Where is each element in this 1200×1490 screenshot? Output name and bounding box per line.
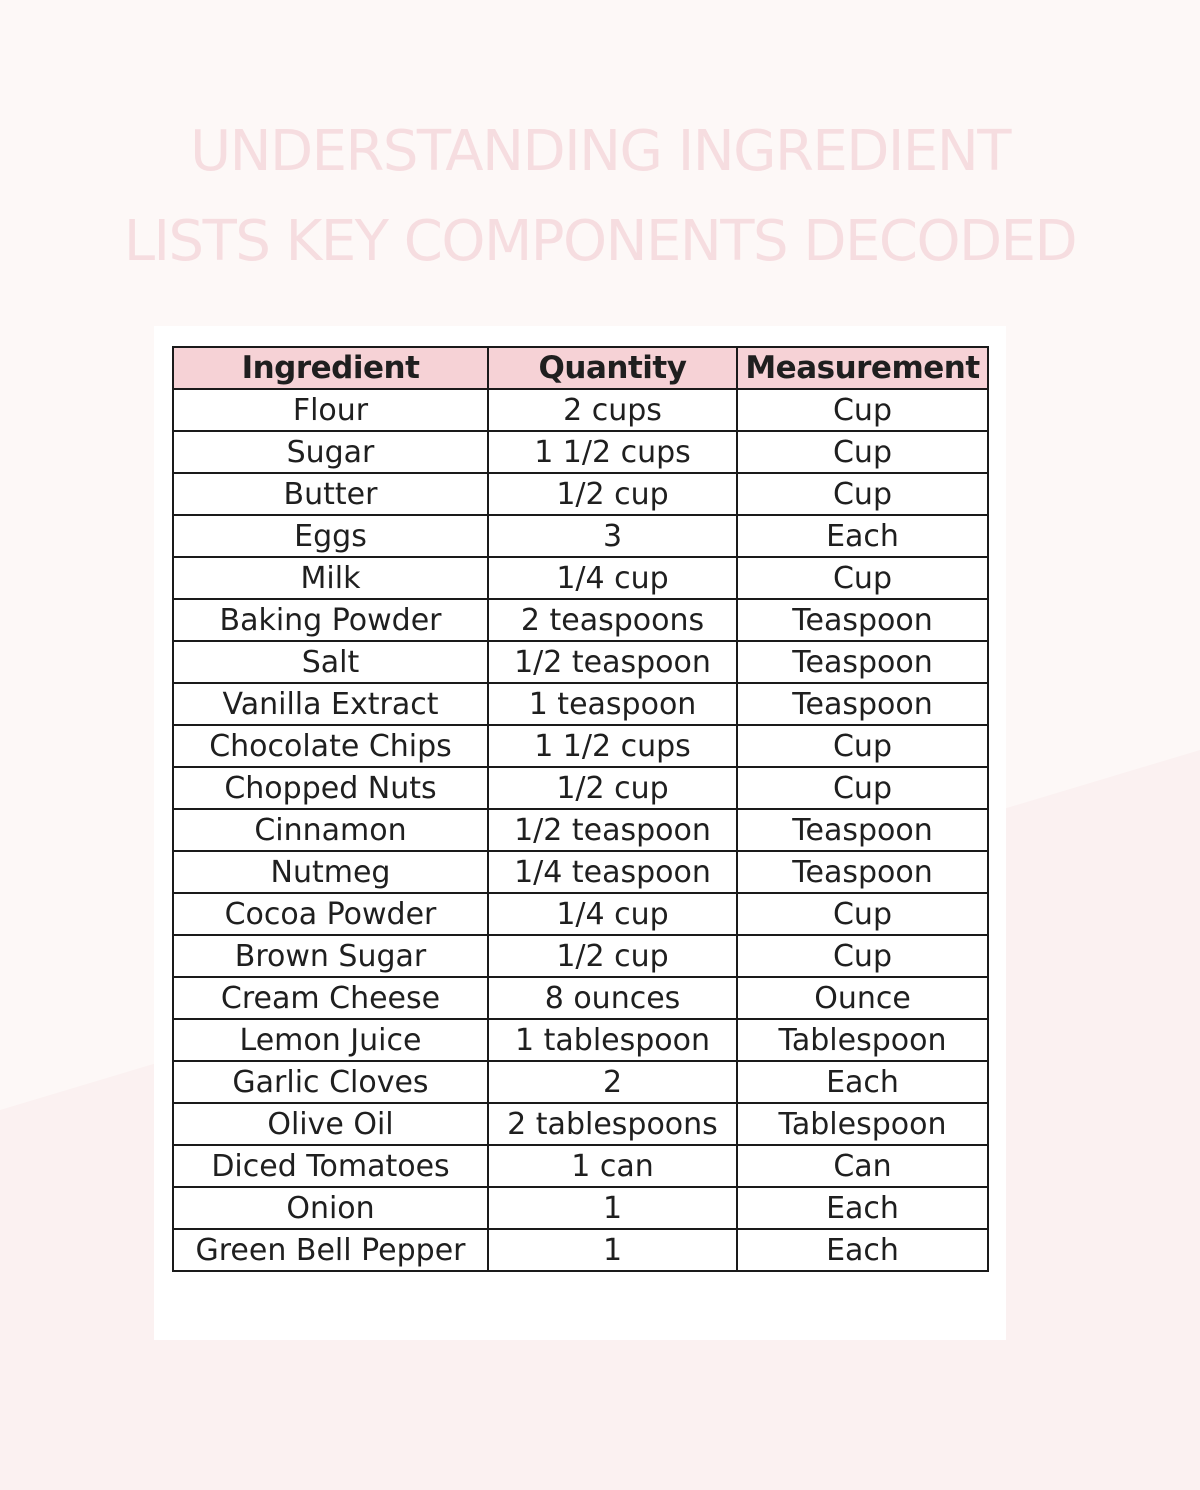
ingredient-cell: Garlic Cloves: [173, 1061, 488, 1103]
table-row: [173, 1061, 988, 1103]
page-title-line-2: LISTS KEY COMPONENTS DECODED: [123, 209, 1077, 274]
quantity-cell: 1/4 cup: [488, 893, 737, 935]
ingredient-table: [172, 346, 989, 1272]
quantity-cell: 1 tablespoon: [488, 1019, 737, 1061]
quantity-cell: 1/2 cup: [488, 767, 737, 809]
table-row: [173, 473, 988, 515]
measurement-cell: Each: [737, 515, 988, 557]
table-row: [173, 389, 988, 431]
measurement-cell: Cup: [737, 893, 988, 935]
measurement-cell: Ounce: [737, 977, 988, 1019]
quantity-cell: 1/2 teaspoon: [488, 641, 737, 683]
quantity-cell: 1 teaspoon: [488, 683, 737, 725]
ingredient-cell: Lemon Juice: [173, 1019, 488, 1061]
measurement-cell: Cup: [737, 767, 988, 809]
table-row: [173, 515, 988, 557]
measurement-cell: Teaspoon: [737, 809, 988, 851]
measurement-cell: Cup: [737, 431, 988, 473]
quantity-cell: 2 tablespoons: [488, 1103, 737, 1145]
table-row: [173, 683, 988, 725]
measurement-cell: Tablespoon: [737, 1019, 988, 1061]
measurement-cell: Teaspoon: [737, 599, 988, 641]
quantity-cell: 2 cups: [488, 389, 737, 431]
table-row: [173, 977, 988, 1019]
ingredient-cell: Butter: [173, 473, 488, 515]
ingredient-cell: Chopped Nuts: [173, 767, 488, 809]
quantity-cell: 3: [488, 515, 737, 557]
quantity-cell: 1/2 teaspoon: [488, 809, 737, 851]
ingredient-cell: Diced Tomatoes: [173, 1145, 488, 1187]
table-row: [173, 431, 988, 473]
measurement-cell: Teaspoon: [737, 641, 988, 683]
table-body: [173, 389, 988, 1271]
table-row: [173, 1229, 988, 1271]
ingredient-cell: Olive Oil: [173, 1103, 488, 1145]
table-row: [173, 1019, 988, 1061]
quantity-cell: 1/4 teaspoon: [488, 851, 737, 893]
quantity-cell: 1 1/2 cups: [488, 725, 737, 767]
table-row: [173, 1187, 988, 1229]
measurement-cell: Teaspoon: [737, 851, 988, 893]
table-row: [173, 767, 988, 809]
table-row: [173, 935, 988, 977]
table-row: [173, 1103, 988, 1145]
measurement-cell: Can: [737, 1145, 988, 1187]
measurement-cell: Each: [737, 1061, 988, 1103]
ingredient-cell: Green Bell Pepper: [173, 1229, 488, 1271]
table-row: [173, 599, 988, 641]
column-header-measurement: Measurement: [737, 347, 988, 389]
table-row: [173, 641, 988, 683]
table-row: [173, 725, 988, 767]
column-header-ingredient: Ingredient: [173, 347, 488, 389]
quantity-cell: 1/4 cup: [488, 557, 737, 599]
ingredient-cell: Salt: [173, 641, 488, 683]
ingredient-cell: Chocolate Chips: [173, 725, 488, 767]
ingredient-cell: Vanilla Extract: [173, 683, 488, 725]
ingredient-cell: Flour: [173, 389, 488, 431]
ingredient-cell: Milk: [173, 557, 488, 599]
quantity-cell: 1: [488, 1187, 737, 1229]
measurement-cell: Cup: [737, 557, 988, 599]
ingredient-cell: Nutmeg: [173, 851, 488, 893]
quantity-cell: 1: [488, 1229, 737, 1271]
ingredient-cell: Cinnamon: [173, 809, 488, 851]
ingredient-cell: Cocoa Powder: [173, 893, 488, 935]
measurement-cell: Tablespoon: [737, 1103, 988, 1145]
quantity-cell: 8 ounces: [488, 977, 737, 1019]
measurement-cell: Teaspoon: [737, 683, 988, 725]
measurement-cell: Cup: [737, 725, 988, 767]
quantity-cell: 1/2 cup: [488, 935, 737, 977]
column-header-quantity: Quantity: [488, 347, 737, 389]
measurement-cell: Cup: [737, 473, 988, 515]
quantity-cell: 1 can: [488, 1145, 737, 1187]
measurement-cell: Each: [737, 1229, 988, 1271]
ingredient-cell: Onion: [173, 1187, 488, 1229]
quantity-cell: 1 1/2 cups: [488, 431, 737, 473]
table-header-row: [173, 347, 988, 389]
table-row: [173, 851, 988, 893]
page-title-line-1: UNDERSTANDING INGREDIENT: [190, 119, 1010, 184]
ingredient-cell: Eggs: [173, 515, 488, 557]
table-row: [173, 1145, 988, 1187]
table-row: [173, 893, 988, 935]
ingredient-cell: Cream Cheese: [173, 977, 488, 1019]
ingredient-cell: Brown Sugar: [173, 935, 488, 977]
measurement-cell: Cup: [737, 389, 988, 431]
ingredient-cell: Baking Powder: [173, 599, 488, 641]
quantity-cell: 2 teaspoons: [488, 599, 737, 641]
quantity-cell: 2: [488, 1061, 737, 1103]
measurement-cell: Cup: [737, 935, 988, 977]
measurement-cell: Each: [737, 1187, 988, 1229]
table-row: [173, 809, 988, 851]
quantity-cell: 1/2 cup: [488, 473, 737, 515]
ingredient-cell: Sugar: [173, 431, 488, 473]
table-row: [173, 557, 988, 599]
